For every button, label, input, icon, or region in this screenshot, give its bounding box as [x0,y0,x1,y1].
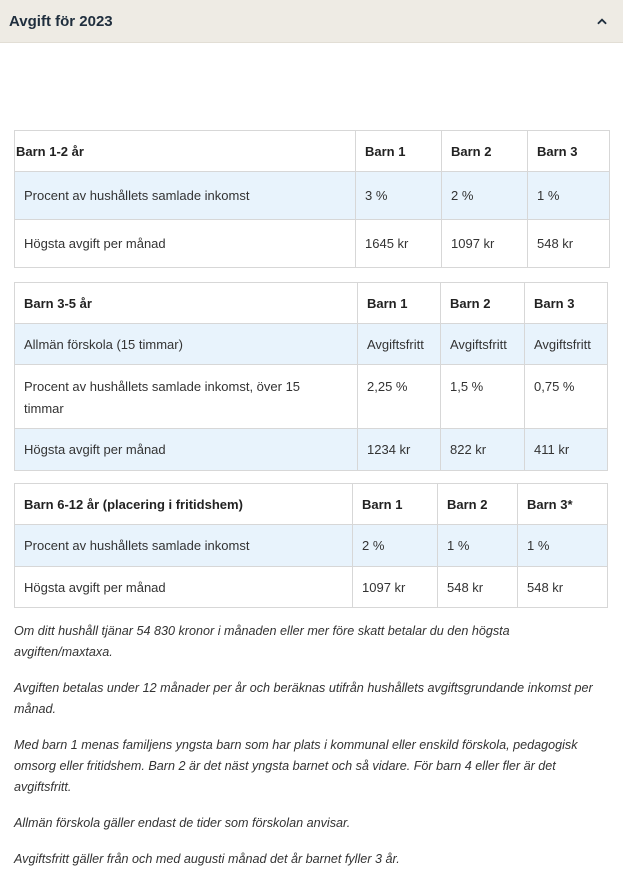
row-label: Högsta avgift per månad [15,220,356,268]
table-cell: 1 % [518,525,608,567]
column-header: Barn 1 [353,484,438,525]
column-header: Barn 3 [528,131,610,172]
table-cell: Avgiftsfritt [358,324,441,365]
table-row [15,172,610,220]
table-header-row [15,283,608,324]
table-cell: 548 kr [438,567,518,608]
table-cell: 548 kr [528,220,610,268]
chevron-up-icon[interactable] [597,16,607,26]
column-header: Barn 2 [438,484,518,525]
table-heading: Barn 6-12 år (placering i fritidshem) [15,484,353,525]
table-cell: Avgiftsfritt [441,324,525,365]
row-label: Procent av hushållets samlade inkomst [15,172,356,220]
table-header-row [15,131,610,172]
note-paragraph: Med barn 1 menas familjens yngsta barn som har plats i kommunal eller enskild förskola, pedagogisk omsorg eller fritidshem. Barn 2 är det näst yngsta barnet och så vidare. För barn 4 eller fler är det avgiftsfritt. [14,738,578,794]
column-header: Barn 3 [525,283,608,324]
column-header: Barn 3* [518,484,608,525]
column-header: Barn 2 [442,131,528,172]
table-row [15,220,610,268]
table-cell: 1645 kr [356,220,442,268]
table-cell: 3 % [356,172,442,220]
accordion-header[interactable] [0,0,623,43]
table-cell: 822 kr [441,429,525,471]
table-cell: 1 % [528,172,610,220]
table-cell: 2,25 % [358,365,441,429]
note-paragraph: Avgiften betalas under 12 månader per år och beräknas utifrån hushållets avgiftsgrundande inkomst per månad. [14,681,593,716]
row-label: Procent av hushållets samlade inkomst, över 15 timmar [15,365,358,429]
column-header: Barn 1 [358,283,441,324]
table-cell: 1234 kr [358,429,441,471]
table-cell: Avgiftsfritt [525,324,608,365]
table-row [15,365,608,429]
table-heading: Barn 3-5 år [15,283,358,324]
fee-table-barn-1-2 [14,130,610,268]
table-row [15,525,608,567]
column-header: Barn 2 [441,283,525,324]
note-paragraph: Allmän förskola gäller endast de tider som förskolan anvisar. [14,816,351,830]
table-cell: 0,75 % [525,365,608,429]
accordion-title: Avgift för 2023 [9,12,113,30]
table-cell: 1 % [438,525,518,567]
table-row [15,567,608,608]
fee-table-barn-3-5 [14,282,608,471]
fee-table-barn-6-12 [14,483,608,608]
note-paragraph: Avgiftsfritt gäller från och med augusti månad det år barnet fyller 3 år. [14,852,400,866]
table-row [15,324,608,365]
table-cell: 2 % [353,525,438,567]
note-paragraph: Om ditt hushåll tjänar 54 830 kronor i månaden eller mer före skatt betalar du den högsta avgiften/maxtaxa. [14,624,510,659]
row-label: Allmän förskola (15 timmar) [15,324,358,365]
row-label: Högsta avgift per månad [15,429,358,471]
fee-notes [14,621,610,885]
column-header: Barn 1 [356,131,442,172]
table-cell: 1097 kr [442,220,528,268]
table-header-row [15,484,608,525]
table-cell: 2 % [442,172,528,220]
row-label: Högsta avgift per månad [15,567,353,608]
table-row [15,429,608,471]
table-heading: Barn 1-2 år [15,131,356,172]
row-label: Procent av hushållets samlade inkomst [15,525,353,567]
table-cell: 548 kr [518,567,608,608]
table-cell: 411 kr [525,429,608,471]
table-cell: 1,5 % [441,365,525,429]
table-cell: 1097 kr [353,567,438,608]
